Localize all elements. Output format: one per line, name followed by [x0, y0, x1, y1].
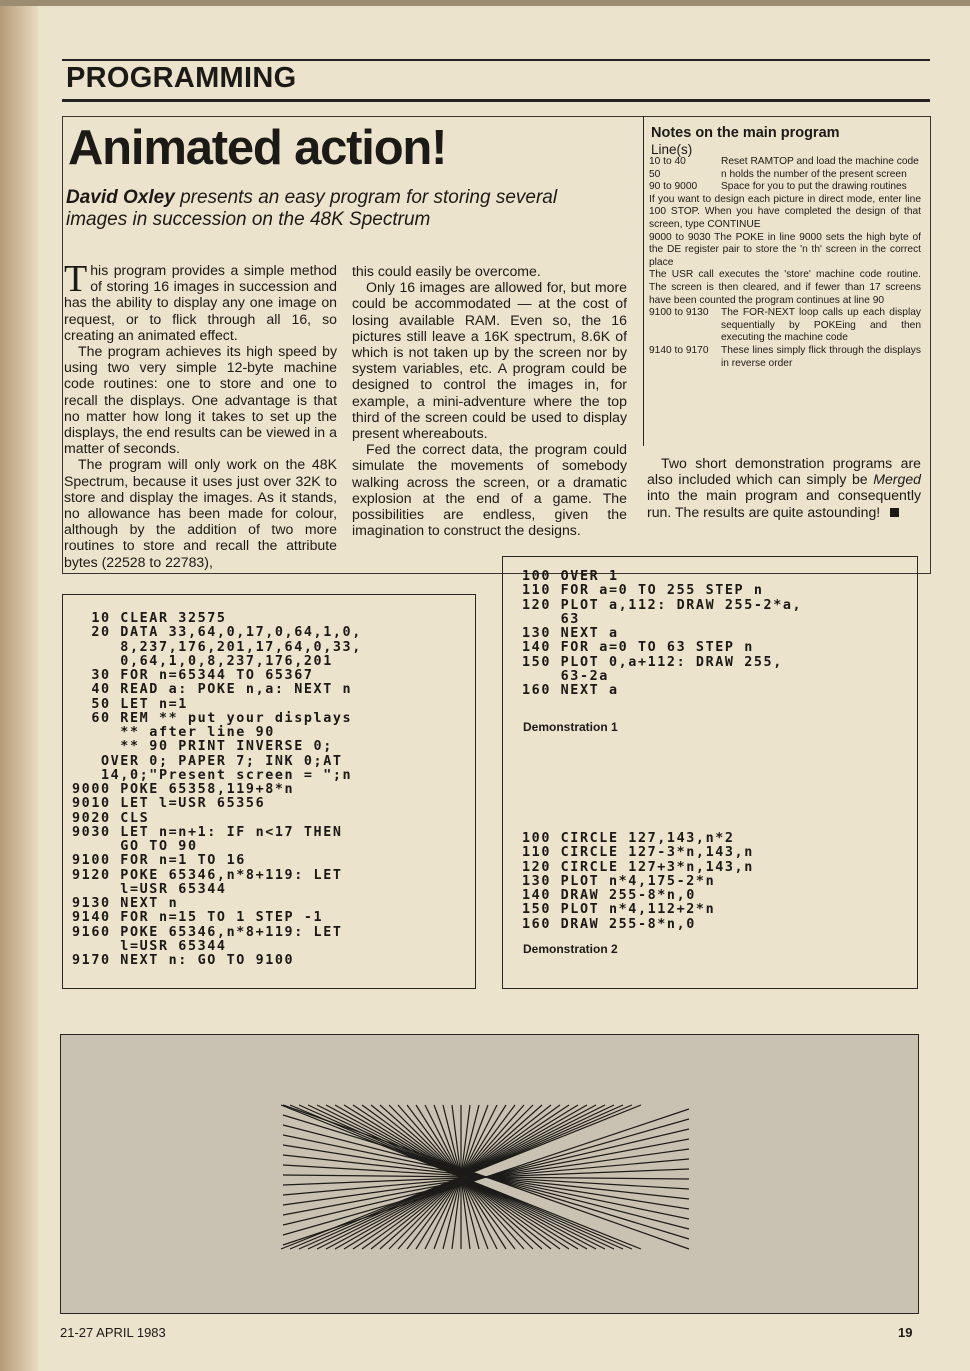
section-heading: PROGRAMMING [66, 62, 297, 94]
paragraph: this could easily be overcome. [352, 263, 541, 279]
paragraph: This program provides a simple method of storing 16 images in succession and has the ability to display any one image on request, or to flick through all 16, so creating an animated effect. [64, 258, 337, 343]
standfirst-text: presents an easy program for storing several images in succession on the 48K Spectrum [66, 187, 558, 230]
notes-subtitle: Line(s) [651, 142, 693, 157]
demo1-caption: Demonstration 1 [523, 720, 618, 734]
paragraph: The program achieves its high speed by using two very simple 12-byte machine code routines: one to store and one to recall the displays. One advantage is that no matter how long it takes to set up the displays, the end results can be viewed in a matter of seconds. [64, 343, 337, 457]
author-name: David Oxley [66, 187, 175, 208]
header-rule-top [62, 59, 930, 61]
notes-row: 90 to 9000 Space for you to put the drawing routines [649, 181, 907, 193]
notes-paragraph: 9000 to 9030 The POKE in line 9000 sets the high byte of the DE register pair to store the 'n th' screen in the correct place [649, 231, 921, 268]
main-program-listing: 10 CLEAR 32575 20 DATA 33,64,0,17,0,64,1,0, 8,237,176,201,17,64,0,33, 0,64,1,0,8,237,176,201 30 FOR n=65344 TO 65367 40 READ a: POKE n,a: NEXT n 50 LET n=1 60 REM ** put your displays ** after line 90 ** 90 PRINT INVERSE 0; OVER 0; PAPER 7; INK 0;AT 14,0;"Present screen = ";n 9000 POKE 65358,119+8*n 9010 LET l=USR 65356 9020 CLS 9030 LET n=n+1: IF n<17 THEN GO TO 90 9100 FOR n=1 TO 16 9120 POKE 65346,n*8+119: LET l=USR 65344 9130 NEXT n 9140 FOR n=15 TO 1 STEP -1 9160 POKE 65346,n*8+119: LET l=USR 65344 9170 NEXT n: GO TO 9100 [72, 611, 362, 968]
page-spine [0, 0, 38, 1371]
screen-output-image [60, 1034, 919, 1314]
body-column-1 [64, 258, 337, 570]
footer-date: 21-27 APRIL 1983 [60, 1325, 166, 1340]
page-top-edge [0, 0, 970, 6]
page-number: 19 [898, 1325, 913, 1340]
notes-paragraph: If you want to design each picture in direct mode, enter line 100 STOP. When you have completed the design of that screen, type CONTINUE [649, 193, 921, 230]
demo1-listing: 100 OVER 1 110 FOR a=0 TO 255 STEP n 120 PLOT a,112: DRAW 255-2*a, 63 130 NEXT a 140 FOR a=0 TO 63 STEP n 150 PLOT 0,a+112: DRAW 255, 63-2a 160 NEXT a [522, 569, 803, 698]
notes-row: 9140 to 9170 These lines simply flick through the displays in reverse order [649, 344, 921, 369]
paragraph: Fed the correct data, the program could simulate the movements of somebody walking across the screen, or a dramatic explosion at the end of a game. The possibilities are endless, given the imagination to construct the designs. [352, 441, 627, 539]
notes-paragraph: The USR call executes the 'store' machine code routine. The screen is then cleared, and if fewer than 17 screens have been counted the program continues at line 90 [649, 269, 921, 306]
header-rule-bottom [62, 99, 930, 102]
body-column-2 [352, 263, 627, 538]
notes-box-divider [643, 116, 644, 446]
burst-lines [281, 1105, 689, 1249]
closing-paragraph [647, 455, 921, 520]
notes-row: 50 n holds the number of the present screen [649, 168, 907, 180]
paragraph: Only 16 images are allowed for, but more could be accommodated — at the cost of losing available RAM. Even so, the 16 pictures still leave a 16K spectrum, 8.6K of which is not taken up by the screen nor by system variables, etc. A program could be designed to control the images in, for example, a mini-adventure where the top third of the screen could be used to display present whereabouts. [352, 279, 627, 442]
article-headline: Animated action! [68, 121, 447, 175]
paragraph: The program will only work on the 48K Spectrum, because it uses just over 32K to store and display the images. As it stands, no allowance has been made for colour, although by the addition of two more routines to store and recall the attribute bytes (22528 to 22783), [64, 456, 337, 570]
standfirst [66, 187, 576, 231]
notes-title: Notes on the main program [651, 125, 840, 141]
notes-body [649, 156, 921, 370]
notes-row: 9100 to 9130 The FOR-NEXT loop calls up each display sequentially by POKEing and then executing the machine code [649, 307, 921, 344]
drop-cap: T [64, 258, 88, 300]
notes-row: 10 to 40 Reset RAMTOP and load the machine code [649, 156, 919, 167]
line-burst-graphic [61, 1035, 918, 1313]
end-mark [890, 508, 899, 517]
demo2-caption: Demonstration 2 [523, 942, 618, 956]
closing-text: Two short demonstration programs are also included which can simply be Merged into the main program and consequently run. The results are quite astounding! [647, 455, 921, 520]
demo2-listing: 100 CIRCLE 127,143,n*2 110 CIRCLE 127-3*n,143,n 120 CIRCLE 127+3*n,143,n 130 PLOT n*4,175-2*n 140 DRAW 255-8*n,0 150 PLOT n*4,112+2*n 160 DRAW 255-8*n,0 [522, 831, 754, 932]
